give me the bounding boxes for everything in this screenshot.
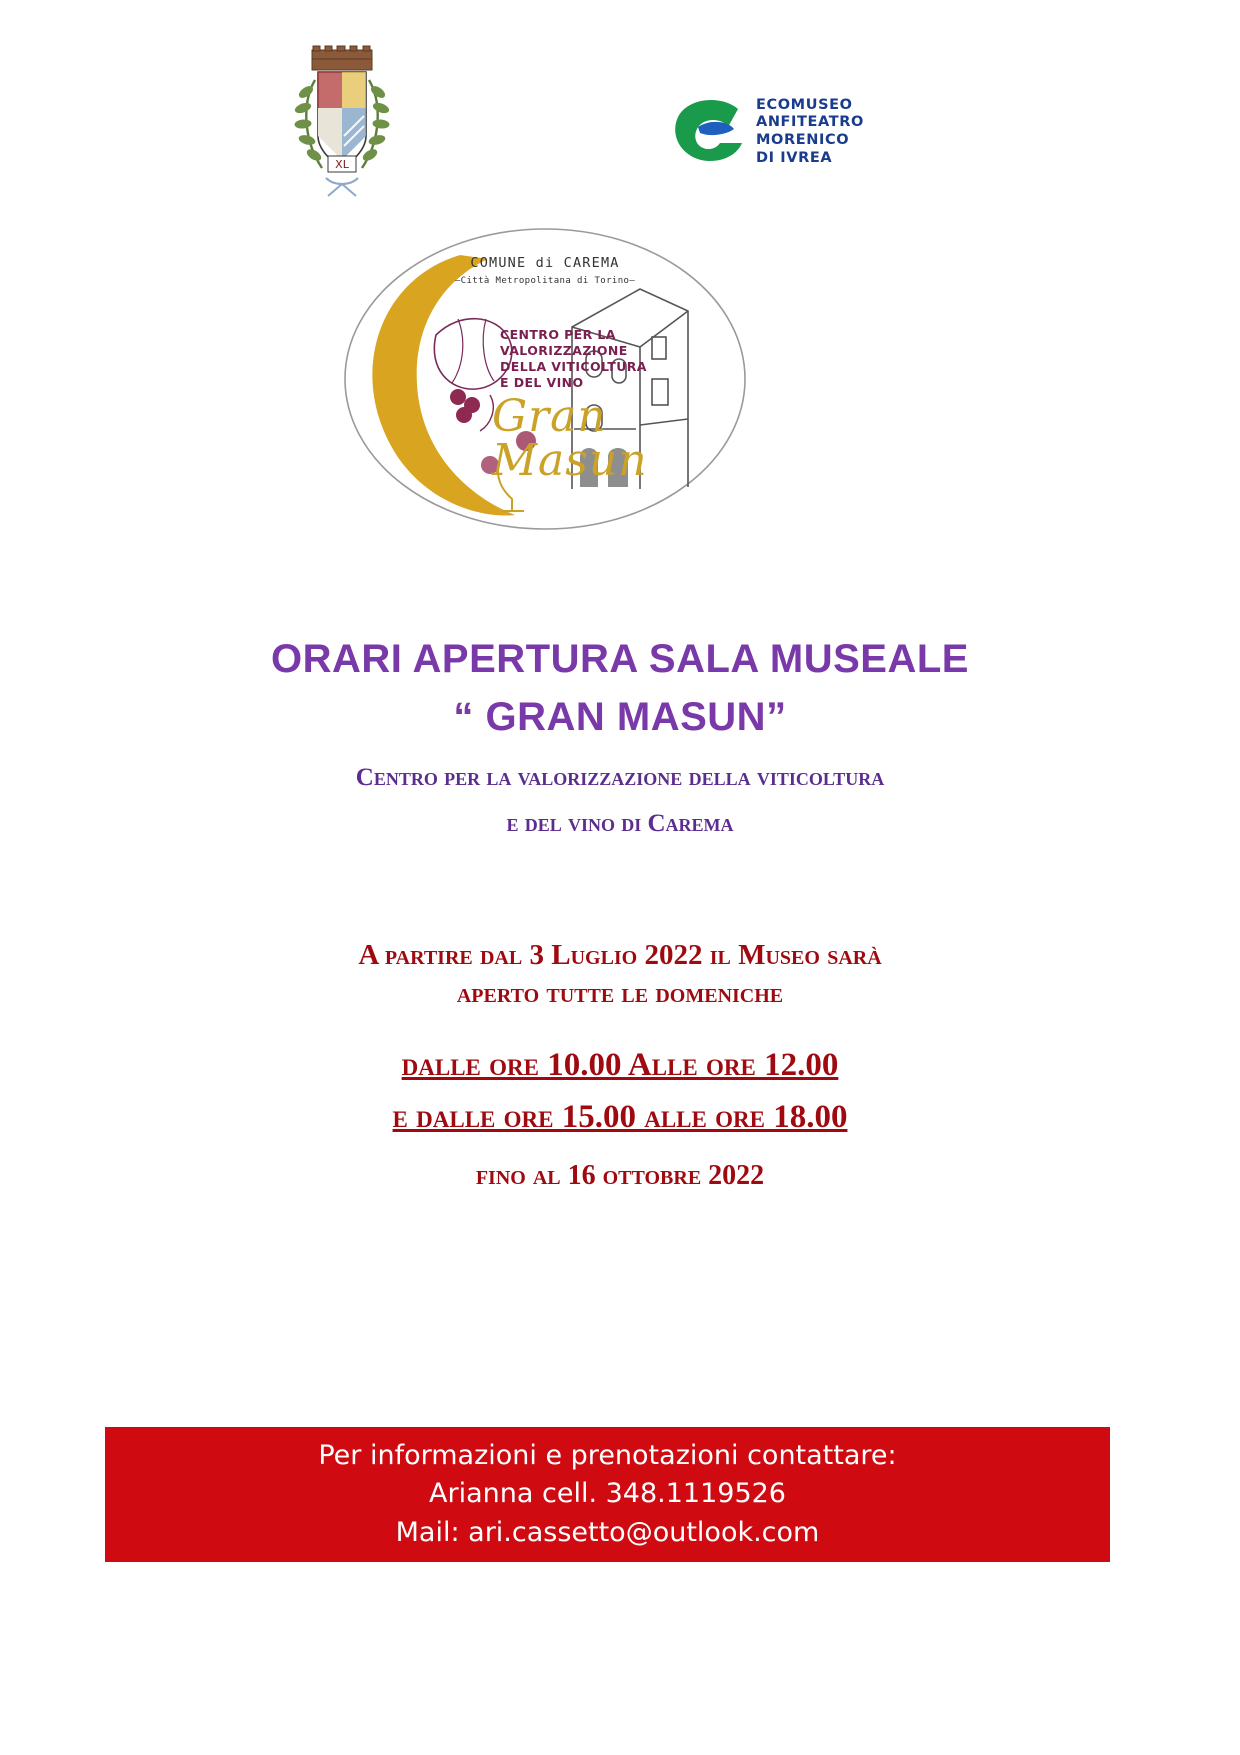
contact-phone: Arianna cell. 348.1119526 [429, 1478, 786, 1510]
ecomuseo-line-3: MORENICO [756, 132, 850, 148]
subtitle-line-1: Centro per la valorizzazione della viticoltura [355, 764, 885, 791]
logo-comune-text: COMUNE di CAREMA [470, 255, 620, 271]
hours-afternoon: e dalle ore 15.00 alle ore 18.00 [392, 1099, 848, 1136]
ecomuseo-line-2: ANFITEATRO [756, 114, 864, 131]
title-block [0, 630, 1240, 844]
crest-icon [282, 44, 402, 204]
logo-wordmark-line-2: Masun [492, 435, 648, 486]
title-line-1: ORARI APERTURA SALA MUSEALE [271, 637, 969, 681]
logo-centro-line-1: CENTRO PER LA [500, 327, 616, 342]
logo-centro-line-2: VALORIZZAZIONE [500, 343, 628, 358]
hours-morning: dalle ore 10.00 Alle ore 12.00 [401, 1046, 839, 1083]
opening-hours [0, 1039, 1240, 1145]
contact-band [105, 1427, 1110, 1562]
page-subtitle [0, 758, 1240, 844]
ecomuseo-line-4: DI IVREA [756, 149, 833, 166]
opening-info-block [0, 936, 1240, 1192]
announcement-line-2: aperto tutte le domeniche [456, 977, 784, 1010]
logo-centro-line-4: E DEL VINO [500, 375, 584, 390]
contact-email[interactable]: Mail: ari.cassetto@outlook.com [395, 1516, 820, 1548]
logo-centro-line-3: DELLA VITICOLTURA [500, 359, 647, 374]
ecomuseo-text [756, 97, 864, 168]
ecomuseo-logo [668, 92, 908, 172]
gran-masun-logo-block [0, 215, 1240, 565]
ecomuseo-line-1: ECOMUSEO [756, 96, 853, 113]
logo-citta-text: –Città Metropolitana di Torino– [454, 276, 636, 286]
season-end-date: fino al 16 ottobre 2022 [475, 1160, 765, 1192]
page-title [0, 630, 1240, 746]
contact-line-1: Per informazioni e prenotazioni contattare: [318, 1440, 897, 1471]
ecomuseo-e-icon [668, 99, 746, 165]
crest-motto: XL [335, 158, 349, 171]
gran-masun-oval-logo [340, 219, 750, 539]
header-logos [0, 0, 1240, 215]
comune-crest-logo [282, 44, 402, 204]
logo-wordmark-line-1: Gran [492, 391, 607, 442]
subtitle-line-2: e del vino di Carema [506, 810, 734, 837]
opening-announcement [0, 936, 1240, 1013]
title-line-2: “ GRAN MASUN” [453, 695, 787, 739]
announcement-line-1: A partire dal 3 Luglio 2022 il Museo sarà [358, 939, 882, 971]
